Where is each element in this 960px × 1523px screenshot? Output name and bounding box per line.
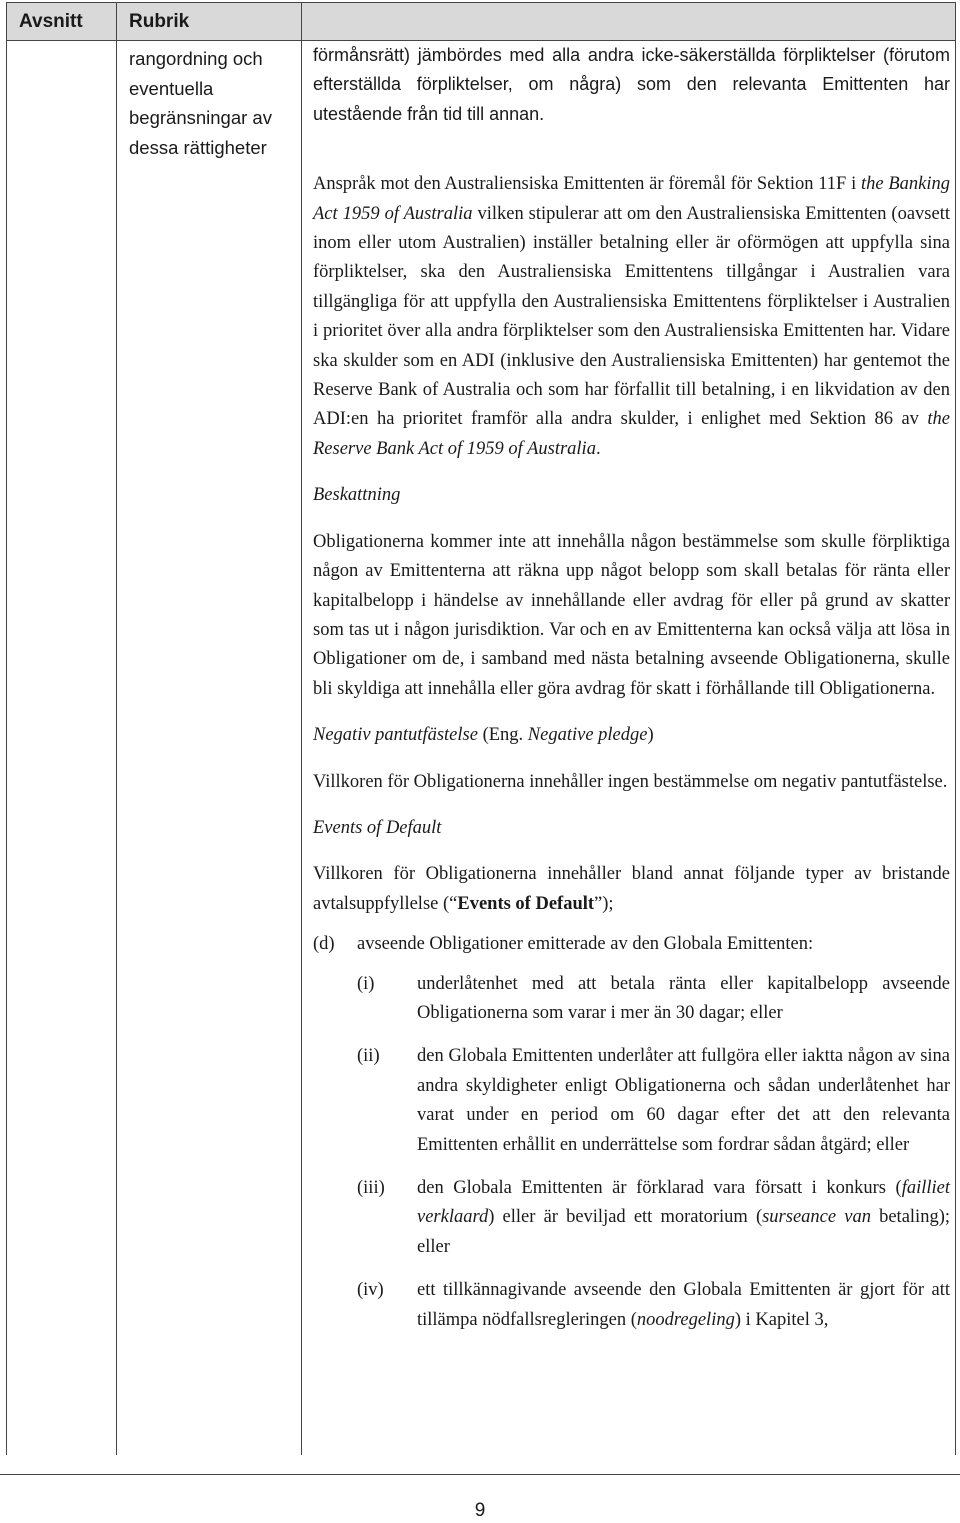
content-cell <box>313 41 950 1335</box>
table-header <box>7 3 955 41</box>
paragraph-events-of-default: Villkoren för Obligationerna innehåller bland annat följande typer av bristande avtalsuppfyllelse (“Events of Default”); <box>313 864 950 914</box>
paragraph-continuation: förmånsrätt) jämbördes med alla andra icke-säkerställda förpliktelser (förutom efterställda förpliktelser, om några) som den relevanta Emittenten har utestående från tid till annan. <box>313 45 950 124</box>
list-text: underlåtenhet med att betala ränta eller kapitalbelopp avseende Obligationerna som varar i mer än 30 dagar; eller <box>417 973 950 1023</box>
list-item-iii: (iii) den Globala Emittenten är förklarad vara försatt i konkurs (failliet verklaard) eller är beviljad ett moratorium (surseance van betaling); eller <box>313 1174 950 1262</box>
list-text: den Globala Emittenten underlåter att fullgöra eller iaktta någon av sina andra skyldigheter enligt Obligationerna och sådan underlåtenhet har varat under en period om 60 dagar efter det att den relevanta Emittenten erhållit en underrättelse som fordrar sådan åtgärd; eller <box>417 1046 950 1155</box>
list-label: (i) <box>357 973 375 994</box>
column-divider <box>116 3 117 1455</box>
list-label: (iv) <box>357 1280 384 1301</box>
heading-beskattning: Beskattning <box>313 485 401 506</box>
column-divider <box>301 3 302 1455</box>
page-number: 9 <box>474 1500 486 1521</box>
column-header-avsnitt: Avsnitt <box>19 11 83 32</box>
list-item-i <box>313 970 950 1029</box>
list-label: (d) <box>313 934 335 955</box>
list-label: (ii) <box>357 1046 380 1067</box>
table-frame <box>6 2 956 1455</box>
list-text: avseende Obligationer emitterade av den Globala Emittenten: <box>357 934 814 955</box>
list-label: (iii) <box>357 1178 385 1198</box>
paragraph-taxation: Obligationerna kommer inte att innehålla någon bestämmelse som skulle förpliktiga någon av Emittenterna att räkna upp något belopp som skall betalas för ränta eller kapitalbelopp i händelse av innehållande eller avdrag för eller på grund av skatter som tas ut i någon jurisdiktion. Var och en av Emittenterna kan också välja att lösa in Obligationer om de, i samband med nästa betalning avseende Obligationerna, skulle bli skyldiga att innehålla eller göra avdrag för skatt i förhållande till Obligationerna. <box>313 531 950 699</box>
heading-events-of-default: Events of Default <box>313 817 442 838</box>
paragraph-negative-pledge: Villkoren för Obligationerna innehåller ingen bestämmelse om negativ pantutfästelse. <box>313 771 948 792</box>
list-item-d <box>313 930 950 959</box>
list-item-iv: (iv) ett tillkännagivande avseende den Globala Emittenten är gjort för att tillämpa nödfallsregleringen (noodregeling) i Kapitel 3, <box>313 1276 950 1335</box>
list-item-ii <box>313 1042 950 1160</box>
rubrik-cell: rangordning och eventuella begränsningar av dessa rättigheter <box>129 48 272 158</box>
heading-negative-pledge: Negativ pantutfästelse (Eng. Negative pledge) <box>313 725 654 746</box>
footer-rule <box>0 1474 960 1475</box>
paragraph-australian-claims: Anspråk mot den Australiensiska Emittenten är föremål för Sektion 11F i the Banking Act 1959 of Australia vilken stipulerar att om den Australiensiska Emittenten (oavsett inom eller utom Australien) inställer betalning eller är oförmögen att uppfylla sina förpliktelser, ska den Australiensiska Emittentens tillgångar i Australien vara tillgängliga för att uppfylla den Australiensiska Emittentens förpliktelser i Australien i prioritet över alla andra förpliktelser som den Australiensiska Emittenten har. Vidare ska skulder som en ADI (inklusive den Australiensiska Emittenten) har gentemot the Reserve Bank of Australia och som har förfallit till betalning, i en likvidation av den ADI:en ha prioritet framför alla andra skulder, i enlighet med Sektion 86 av the Reserve Bank Act of 1959 of Australia. <box>313 174 950 459</box>
column-header-rubrik: Rubrik <box>129 11 190 32</box>
